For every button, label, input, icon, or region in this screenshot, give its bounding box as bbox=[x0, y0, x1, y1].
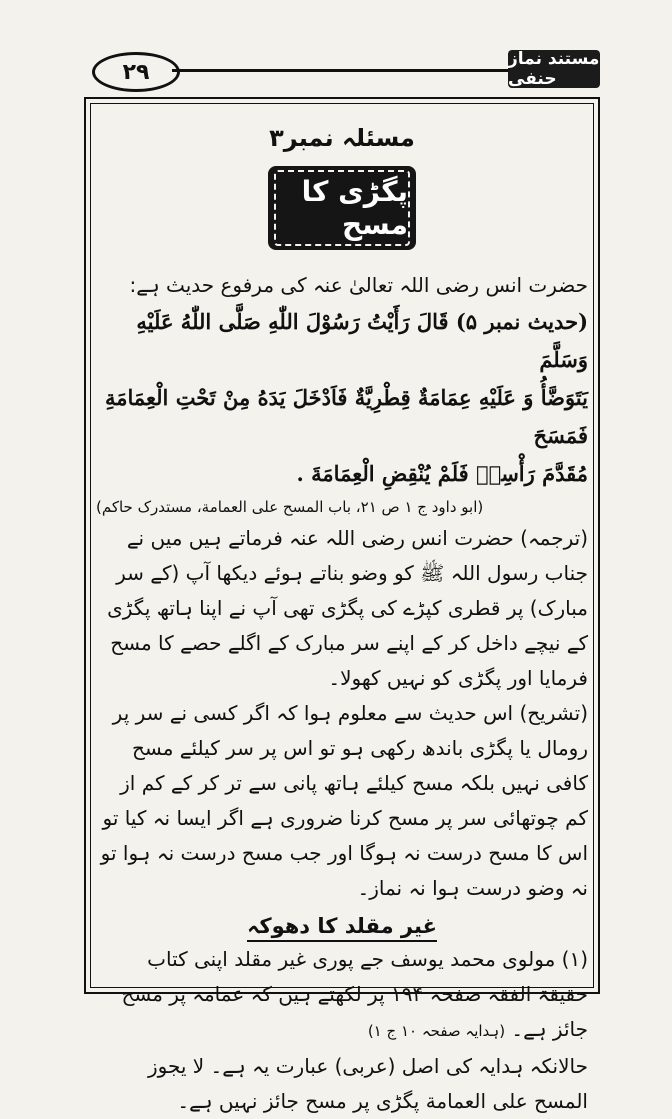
masala-number: مسئلہ نمبر۳ bbox=[269, 124, 415, 152]
deception-paragraph-2: حالانکہ ہدایہ کی اصل (عربی) عبارت یہ ہے۔ لا یجوز المسح علی العمامة پگڑی پر مسح جائز نہیں ہے۔ bbox=[147, 1054, 588, 1113]
hadith-block bbox=[96, 303, 588, 493]
page-content bbox=[96, 108, 588, 1113]
translation-paragraph: (ترجمہ) حضرت انس رضی اللہ عنہ فرماتے ہیں میں نے جناب رسول اللہ ﷺ کو وضو بناتے ہوئے دیکھا آپ (کے سر مبارک) پر قطری کپڑے کی پگڑی تھی آپ نے اپنا ہاتھ پگڑی کے نیچے داخل کر کے اپنے سر مبارک کے اگلے حصے کا مسح فرمایا اور پگڑی کو نہیں کھولا۔ bbox=[107, 526, 588, 690]
explanation-paragraph: (تشریح) اس حدیث سے معلوم ہوا کہ اگر کسی نے سر پر رومال یا پگڑی باندھ رکھی ہو تو اس پر سر کیلئے مسح کافی نہیں بلکہ مسح کیلئے ہاتھ پانی سے تر کر کے کم از کم چوتھائی سر پر مسح کرنا ضروری ہے اگر ایسا نہ کیا تو اس کا مسح درست نہ ہوگا اور جب مسح درست نہ ہوا تو نہ وضو درست ہوا نہ نماز۔ bbox=[100, 701, 588, 900]
hadith-line-3: مُقَدَّمَ رَأْسِهٖ فَلَمْ يُنْقِضِ الْعِمَامَةَ . bbox=[296, 461, 588, 486]
header-rule bbox=[172, 69, 508, 72]
sub-heading bbox=[96, 914, 588, 938]
chapter-title: پگڑی کا مسح bbox=[274, 170, 410, 246]
hadith-reference: (ابو داود ج ۱ ص ۲۱، باب المسح علی العمامة، مستدرک حاکم) bbox=[96, 498, 484, 516]
hidaya-reference: (ہدایہ صفحہ ۱۰ ج ۱) bbox=[367, 1022, 506, 1040]
intro-line: حضرت انس رضی اللہ تعالیٰ عنہ کی مرفوع حدیث ہے: bbox=[129, 273, 588, 297]
sub-heading-text: غیر مقلد کا دھوکہ bbox=[247, 914, 437, 942]
deception-paragraph-1 bbox=[96, 942, 588, 1049]
running-title: مستند نماز حنفی bbox=[508, 49, 600, 89]
hadith-line-1: (حدیث نمبر ۵) قَالَ رَأَيْتُ رَسُوْلَ اللّٰهِ صَلَّى اللّٰهُ عَلَيْهِ وَسَلَّمَ bbox=[136, 309, 588, 372]
hadith-line-2: يَتَوَضَّأُ وَ عَلَيْهِ عِمَامَةٌ قِطْرِيَّةٌ فَاَدْخَلَ يَدَهُ مِنْ تَحْتِ الْعِمَامَةِ فَمَسَحَ bbox=[104, 385, 588, 448]
title-box bbox=[268, 166, 416, 250]
deception-text-1: (۱) مولوی محمد یوسف جے پوری غیر مقلد اپنی کتاب حقیقۃ الفقہ صفحہ ۱۹۴ پر لکھتے ہیں کہ عمامہ پر مسح جائز ہے۔ bbox=[121, 947, 588, 1041]
page-number: ۲۹ bbox=[92, 52, 180, 92]
